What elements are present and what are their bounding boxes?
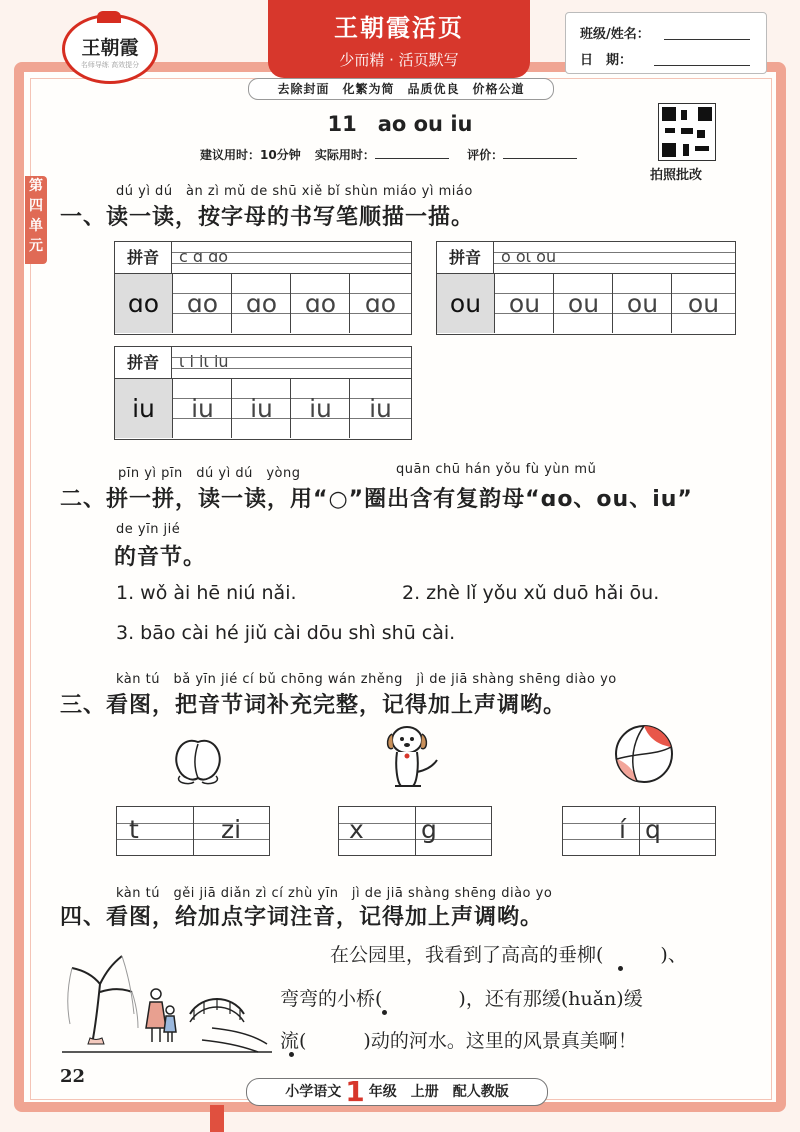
evaluation-label: 评价： [467, 148, 504, 162]
brand-logo [62, 14, 158, 84]
section2-pinyin-b: quān chū hán yǒu fù yùn mǔ [396, 462, 597, 477]
given-initial: x [349, 815, 364, 844]
footer-grade: 1 [345, 1075, 365, 1108]
trace-cell[interactable]: iu [349, 379, 411, 438]
given-tone: í [619, 815, 626, 844]
passage-line-2: 弯弯的小桥( )，还有那缓(huǎn)缓 [280, 988, 643, 1010]
trace-cell[interactable]: iu [172, 379, 232, 438]
trace-cell[interactable]: ou [553, 274, 613, 333]
ball-picture [613, 723, 675, 785]
trace-cell[interactable]: ɑo [290, 274, 350, 333]
pinyin-label: 拼音 [437, 242, 494, 274]
stroke-order: c ɑ ɑo [179, 247, 229, 266]
model-letter: iu [115, 379, 172, 438]
banner-title: 王朝霞活页 [334, 13, 464, 42]
given-initial: q [645, 815, 661, 844]
model-letter: ou [437, 274, 494, 333]
timing-row [200, 146, 591, 163]
qr-label: 拍照批改 [650, 168, 703, 183]
given-initial: t [129, 815, 139, 844]
date-label: 日 期： [580, 53, 633, 68]
sentence-2[interactable]: 2. zhè lǐ yǒu xǔ duō hǎi ōu. [402, 582, 660, 604]
section3-pinyin: kàn tú bǎ yīn jié cí bǔ chōng wán zhěng jì de jiā shàng shēng diào yo [116, 672, 617, 687]
stroke-order: ι i iι iu [179, 352, 229, 371]
section3-heading: 三、看图，把音节词补充完整，记得加上声调哟。 [60, 693, 567, 718]
section2-heading: 二、拼一拼，读一读，用“○”圈出含有复韵母“ɑo、ou、iu” [60, 487, 693, 512]
answer-box-ball[interactable] [562, 806, 716, 856]
park-scene-picture [62, 944, 272, 1054]
actual-time-field[interactable] [375, 158, 449, 159]
section2-pinyin: pīn yì pīn dú yì dú yòng [118, 466, 301, 481]
brand-name: 王朝霞 [81, 37, 139, 59]
answer-box-dog[interactable] [338, 806, 492, 856]
banner-subtitle: 少而精 · 活页默写 [339, 51, 459, 69]
footer-bar [246, 1075, 548, 1108]
trace-cell[interactable]: ou [671, 274, 735, 333]
section1-heading: 一、读一读，按字母的书写笔顺描一描。 [60, 205, 475, 230]
section2-pinyin-c: de yīn jié [116, 522, 181, 537]
peach-picture [170, 734, 226, 786]
class-name-field[interactable] [664, 39, 750, 40]
sentence-1[interactable]: 1. wǒ ài hē niú nǎi. [116, 582, 297, 604]
trace-cell[interactable]: iu [290, 379, 350, 438]
given-syllable: zi [221, 815, 242, 844]
stroke-order: o oι ou [501, 247, 557, 266]
suggested-time: 建议用时：10分钟 [200, 148, 301, 162]
given-final: g [421, 815, 437, 844]
trace-cell[interactable]: ɑo [172, 274, 232, 333]
writing-grid-iu [114, 346, 412, 440]
crown-icon [97, 11, 121, 23]
lesson-title: 11 ao ou iu [327, 112, 473, 136]
section2-heading-cont: 的音节。 [114, 545, 207, 570]
section4-pinyin: kàn tú gěi jiā diǎn zì cí zhù yīn jì de jiā shàng shēng diào yo [116, 886, 553, 901]
footer-subject: 小学语文 [285, 1084, 342, 1100]
slogan-bar: 去除封面 化繁为简 品质优良 价格公道 [248, 78, 554, 100]
trace-cell[interactable]: ou [612, 274, 672, 333]
section1-pinyin: dú yì dú àn zì mǔ de shū xiě bǐ shùn miáo yì miáo [116, 184, 473, 199]
qr-code[interactable] [658, 103, 716, 161]
passage-line-1: 在公园里，我看到了高高的垂柳( )、 [330, 944, 687, 966]
trace-cell[interactable]: iu [231, 379, 291, 438]
trace-cell[interactable]: ɑo [231, 274, 291, 333]
answer-box-peach[interactable] [116, 806, 270, 856]
emphasis-dot [618, 966, 623, 971]
unit-tab: 第四单元 [25, 176, 47, 264]
writing-grid-ao [114, 241, 412, 335]
trace-cell[interactable]: ou [494, 274, 554, 333]
emphasis-dot [289, 1052, 294, 1057]
writing-grid-ou [436, 241, 736, 335]
sentence-3[interactable]: 3. bāo cài hé jiǔ cài dōu shì shū cài. [116, 622, 456, 644]
title-banner [268, 0, 530, 78]
actual-time-label: 实际用时： [314, 148, 375, 162]
footer-grade-suffix: 年级 上册 配人教版 [368, 1084, 509, 1100]
brand-subtitle: 名师导练 高效提分 [80, 61, 140, 69]
section4-heading: 四、看图，给加点字词注音，记得加上声调哟。 [60, 905, 544, 930]
model-letter: ɑo [115, 274, 172, 333]
passage-line-3: 流( )动的河水。这里的风景真美啊！ [280, 1030, 637, 1052]
dog-picture [383, 722, 441, 790]
emphasis-dot [382, 1010, 387, 1015]
trace-cell[interactable]: ɑo [349, 274, 411, 333]
evaluation-field[interactable] [503, 158, 577, 159]
student-info-box [565, 12, 767, 74]
pinyin-label: 拼音 [115, 347, 172, 379]
date-field[interactable] [654, 65, 750, 66]
page-number: 22 [60, 1066, 86, 1087]
class-name-label: 班级/姓名： [580, 27, 650, 42]
pinyin-label: 拼音 [115, 242, 172, 274]
binding-strip [210, 1105, 224, 1132]
